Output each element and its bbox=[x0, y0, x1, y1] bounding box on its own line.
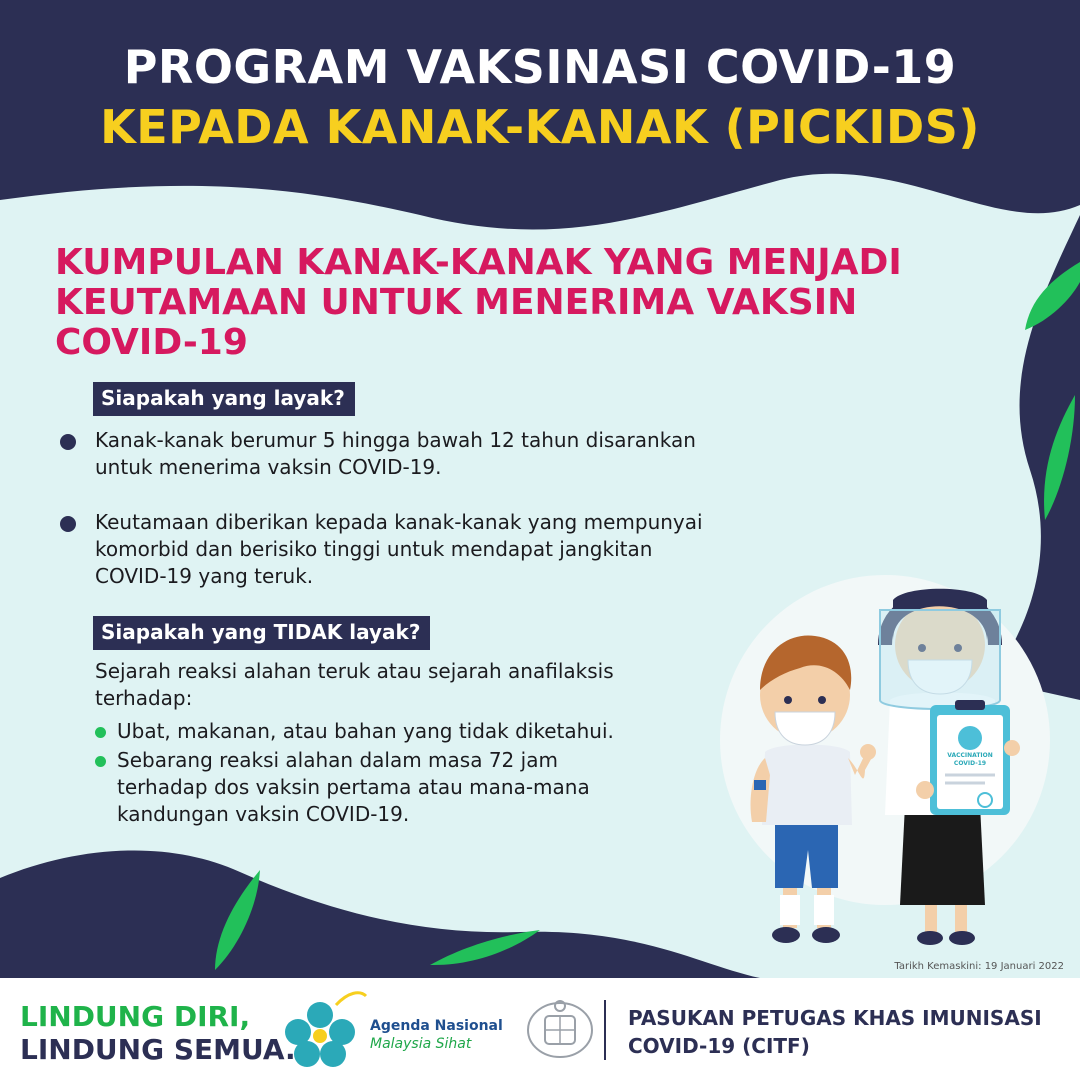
not-eligible-intro-line2: terhadap: bbox=[95, 686, 193, 710]
eligible-label: Siapakah yang layak? bbox=[93, 382, 355, 416]
not-eligible-intro-line1: Sejarah reaksi alahan teruk atau sejarah anafilaksis bbox=[95, 659, 614, 683]
clipboard-line1: VACCINATION bbox=[947, 752, 993, 759]
eligible-bullet-2-line2: komorbid dan berisiko tinggi untuk mendapat jangkitan bbox=[95, 537, 653, 561]
not-eligible-item-2 bbox=[117, 747, 590, 828]
not-eligible-item-1: Ubat, makanan, atau bahan yang tidak diketahui. bbox=[117, 719, 614, 743]
title-line1: PROGRAM VAKSINASI COVID-19 bbox=[123, 40, 957, 94]
slogan-line2: LINDUNG SEMUA. bbox=[20, 1033, 296, 1066]
clipboard-line2: COVID-19 bbox=[953, 760, 987, 767]
citf-name bbox=[628, 1004, 1042, 1060]
crest-logo-icon bbox=[528, 1001, 592, 1057]
eligible-bullet-1 bbox=[95, 427, 696, 481]
clipboard-label bbox=[937, 752, 1003, 768]
agenda-line2: Malaysia Sihat bbox=[370, 1036, 472, 1052]
not-eligible-label: Siapakah yang TIDAK layak? bbox=[93, 616, 430, 650]
eligible-bullet-2-line1: Keutamaan diberikan kepada kanak-kanak yang mempunyai bbox=[95, 510, 703, 534]
bullet-dot bbox=[60, 434, 76, 450]
heading-line2: KEUTAMAAN UNTUK MENERIMA VAKSIN bbox=[55, 282, 858, 323]
eligible-bullet-2 bbox=[95, 509, 703, 590]
heading-line1: KUMPULAN KANAK-KANAK YANG MENJADI bbox=[55, 242, 902, 283]
title-line2: KEPADA KANAK-KANAK (PICKIDS) bbox=[100, 100, 980, 154]
slogan-line1: LINDUNG DIRI, bbox=[20, 1000, 251, 1033]
agenda-line1: Agenda Nasional bbox=[370, 1018, 503, 1034]
hibiscus-logo-icon bbox=[285, 993, 366, 1067]
agenda-logo-text bbox=[370, 1017, 503, 1053]
updated-date: Tarikh Kemaskini: 19 Januari 2022 bbox=[894, 961, 1064, 972]
bullet-dot bbox=[60, 516, 76, 532]
not-eligible-intro bbox=[95, 658, 614, 712]
eligible-bullet-2-line3: COVID-19 yang teruk. bbox=[95, 564, 314, 588]
green-bullet-dot bbox=[95, 756, 106, 767]
not-eligible-item-2-line3: kandungan vaksin COVID-19. bbox=[117, 802, 410, 826]
eligible-bullet-1-line1: Kanak-kanak berumur 5 hingga bawah 12 tahun disarankan bbox=[95, 428, 696, 452]
section-heading bbox=[55, 243, 955, 363]
citf-line2: COVID-19 (CITF) bbox=[628, 1034, 810, 1058]
bottom-navy-wave bbox=[0, 850, 760, 978]
citf-line1: PASUKAN PETUGAS KHAS IMUNISASI bbox=[628, 1006, 1042, 1030]
footer-divider bbox=[604, 1000, 606, 1060]
heading-line3: COVID-19 bbox=[55, 322, 248, 363]
not-eligible-item-2-line2: terhadap dos vaksin pertama atau mana-mana bbox=[117, 775, 590, 799]
green-bullet-dot bbox=[95, 727, 106, 738]
slogan bbox=[20, 1000, 296, 1066]
eligible-bullet-1-line2: untuk menerima vaksin COVID-19. bbox=[95, 455, 442, 479]
not-eligible-item-2-line1: Sebarang reaksi alahan dalam masa 72 jam bbox=[117, 748, 558, 772]
